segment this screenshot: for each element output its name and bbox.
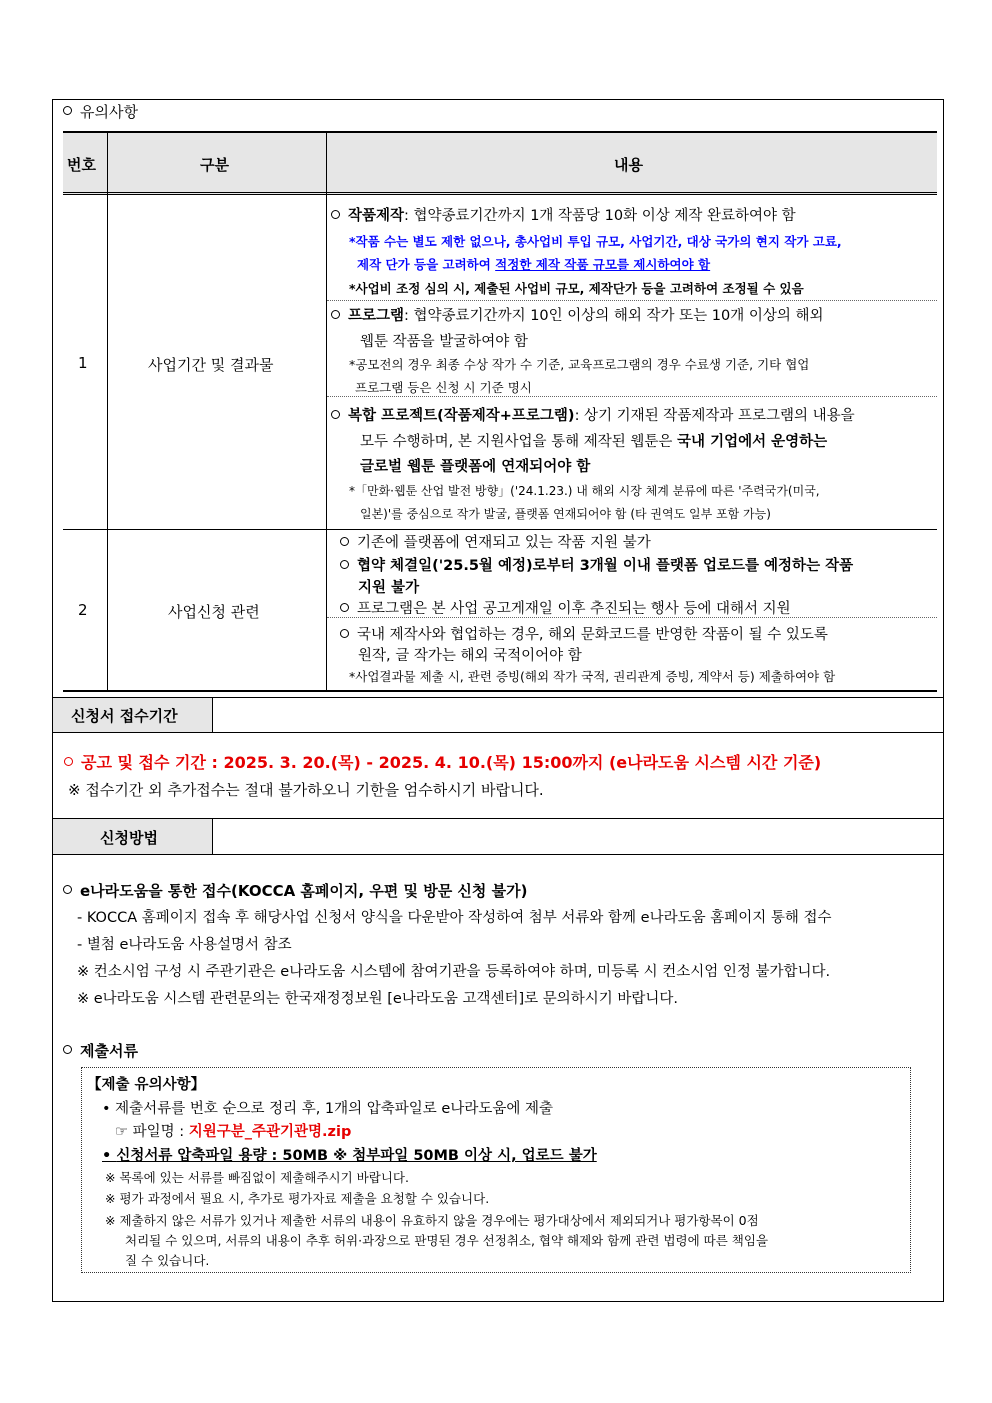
method-label: 신청방법 (100, 829, 158, 847)
divider (327, 617, 937, 618)
divider (327, 300, 937, 301)
item-a-note1: *작품 수는 별도 제한 없으나, 총사업비 투입 규모, 사업기간, 대상 국가의 현지 작가 고료, (349, 234, 842, 249)
row1-item-a (331, 204, 796, 225)
row2-line2-text: 협약 체결일('25.5월 예정)로부터 3개월 이내 플랫폼 업로드를 예정하는 작품 (357, 558, 854, 574)
docs-title (63, 1040, 138, 1061)
period-label: 신청서 접수기간 (71, 707, 178, 725)
item-a-text: : 협약종료기간까지 1개 작품당 10화 이상 제작 완료하여야 함 (404, 208, 796, 224)
row2-line1 (340, 531, 651, 552)
item-c-note2: 일본)'를 중심으로 작가 발굴, 플랫폼 연재되어야 함 (타 권역도 일부 포함 가능) (360, 507, 771, 521)
col-divider-2 (326, 131, 327, 691)
bullet-icon (331, 410, 340, 419)
row1-item-b (331, 304, 823, 325)
box-file (115, 1120, 351, 1141)
divider (327, 396, 937, 397)
item-b-title: 프로그램 (348, 308, 405, 324)
notice-heading-text: 유의사항 (80, 103, 138, 121)
row-divider (63, 529, 937, 530)
row2-line3 (340, 597, 791, 618)
file-label: ☞ 파일명 : (115, 1124, 189, 1140)
row2-no: 2 (78, 601, 88, 619)
box-bullet2-text: 신청서류 압축파일 용량 : 50MB ※ 첨부파일 50MB 이상 시, 업로드 불가 (116, 1148, 597, 1164)
method-item: - KOCCA 홈페이지 접속 후 해당사업 신청서 양식을 다운받아 작성하여 첨부 서류와 함께 e나라도움 홈페이지 통해 접수 (77, 910, 832, 926)
item-a-note2: *사업비 조정 심의 시, 제출된 사업비 규모, 제작단가 등을 고려하여 조정될 수 있음 (349, 281, 804, 296)
item-c-text2: 모두 수행하며, 본 지원사업을 통해 제작된 웹툰은 (360, 434, 678, 450)
row2-line2 (340, 554, 853, 575)
box-note3c: 질 수 있습니다. (125, 1253, 210, 1268)
method-item: - 별첨 e나라도움 사용설명서 참조 (77, 937, 292, 953)
row2-line2b: 지원 불가 (358, 580, 420, 596)
box-bullet1 (102, 1097, 553, 1118)
table-bottom (63, 690, 937, 692)
header-no: 번호 (67, 156, 96, 174)
item-c-text2-bold: 국내 기업에서 운영하는 (677, 434, 828, 450)
col-divider-1 (107, 131, 108, 691)
bullet-dot-icon: • (102, 1148, 117, 1164)
item-a-note1-line2 (357, 255, 710, 273)
item-c-line2 (360, 430, 827, 451)
item-a-note1-underline: 적정한 제작 작품 규모를 제시하여야 함 (495, 257, 711, 272)
box-note3b: 처리될 수 있으며, 서류의 내용이 추후 허위·과장으로 판명된 경우 선정취소, 협약 해제와 함께 관련 법령에 따른 책임을 (125, 1233, 769, 1248)
row1-item-c (331, 404, 855, 425)
header-content: 내용 (614, 156, 643, 174)
period-note: ※ 접수기간 외 추가접수는 절대 불가하오니 기한을 엄수하시기 바랍니다. (68, 781, 544, 799)
box-title: 【제출 유의사항】 (87, 1077, 206, 1093)
bullet-dot-icon: • (102, 1101, 116, 1117)
box-note1: ※ 목록에 있는 서류를 빠짐없이 제출해주시기 바랍니다. (105, 1170, 409, 1185)
bullet-icon (63, 1045, 72, 1054)
notice-table-header (63, 131, 937, 195)
bullet-icon (340, 537, 349, 546)
row2-line4-text: 국내 제작사와 협업하는 경우, 해외 문화코드를 반영한 작품이 될 수 있도록 (357, 627, 828, 643)
bullet-icon (340, 560, 349, 569)
row2-line4b: 원작, 글 작가는 해외 국적이어야 함 (358, 648, 582, 664)
item-c-text3: 글로벌 웹툰 플랫폼에 연재되어야 함 (360, 459, 591, 475)
box-note3a: ※ 제출하지 않은 서류가 있거나 제출한 서류의 내용이 유효하지 않을 경우에는 평가대상에서 제외되거나 평가항목이 0점 (105, 1213, 759, 1228)
method-title-text: e나라도움을 통한 접수(KOCCA 홈페이지, 우편 및 방문 신청 불가) (80, 882, 528, 900)
header-category: 구분 (200, 156, 229, 174)
item-b-note2: 프로그램 등은 신청 시 기준 명시 (355, 380, 532, 395)
section-divider (52, 732, 944, 733)
item-c-note1: *「만화·웹툰 산업 발전 방향」('24.1.23.) 내 해외 시장 체계 분류에 따른 '주력국가(미국, (349, 484, 820, 498)
row2-line1-text: 기존에 플랫폼에 연재되고 있는 작품 지원 불가 (357, 535, 651, 551)
item-c-title: 복합 프로젝트(작품제작+프로그램) (348, 408, 575, 424)
item-c-text: : 상기 기재된 작품제작과 프로그램의 내용을 (574, 408, 855, 424)
period-main-text: 공고 및 접수 기간 : 2025. 3. 20.(목) - 2025. 4. 10.(목) 15:00까지 (e나라도움 시스템 시간 기준) (81, 753, 822, 772)
row1-no: 1 (78, 354, 88, 372)
item-a-title: 작품제작 (348, 208, 405, 224)
bullet-icon (63, 885, 72, 894)
item-b-text2: 웹툰 작품을 발굴하여야 함 (360, 334, 528, 350)
bullet-icon (340, 603, 349, 612)
row2-line5: *사업결과물 제출 시, 관련 증빙(해외 작가 국적, 권리관계 증빙, 계약서 등) 제출하여야 함 (349, 669, 836, 684)
row2-line3-text: 프로그램은 본 사업 공고게재일 이후 추진되는 행사 등에 대해서 지원 (357, 601, 791, 617)
file-name: 지원구분_주관기관명.zip (188, 1124, 352, 1140)
box-note2: ※ 평가 과정에서 필요 시, 추가로 평가자료 제출을 요청할 수 있습니다. (105, 1191, 490, 1206)
row2-line4 (340, 623, 828, 644)
item-b-text: : 협약종료기간까지 10인 이상의 해외 작가 또는 10개 이상의 해외 (404, 308, 824, 324)
bullet-icon (63, 106, 72, 115)
bullet-icon (340, 629, 349, 638)
item-a-note1-pre: 제작 단가 등을 고려하여 (357, 257, 496, 272)
row2-category: 사업신청 관련 (168, 603, 260, 621)
box-bullet2 (102, 1144, 597, 1165)
method-title (63, 880, 527, 901)
notice-heading (63, 101, 138, 122)
bullet-icon (331, 310, 340, 319)
bullet-icon (331, 210, 340, 219)
box-bullet1-text: 제출서류를 번호 순으로 정리 후, 1개의 압축파일로 e나라도움에 제출 (115, 1101, 553, 1117)
item-b-note1: *공모전의 경우 최종 수상 작가 수 기준, 교육프로그램의 경우 수료생 기준, 기타 협업 (349, 357, 810, 372)
method-item: ※ 컨소시엄 구성 시 주관기관은 e나라도움 시스템에 참여기관을 등록하여야 하며, 미등록 시 컨소시엄 인정 불가합니다. (77, 964, 831, 980)
bullet-icon (64, 757, 73, 766)
section-divider (52, 854, 944, 855)
row1-category: 사업기간 및 결과물 (148, 356, 274, 374)
period-main (64, 750, 821, 773)
docs-title-text: 제출서류 (80, 1042, 138, 1060)
method-item: ※ e나라도움 시스템 관련문의는 한국재정정보원 [e나라도움 고객센터]로 문의하시기 바랍니다. (77, 991, 679, 1007)
